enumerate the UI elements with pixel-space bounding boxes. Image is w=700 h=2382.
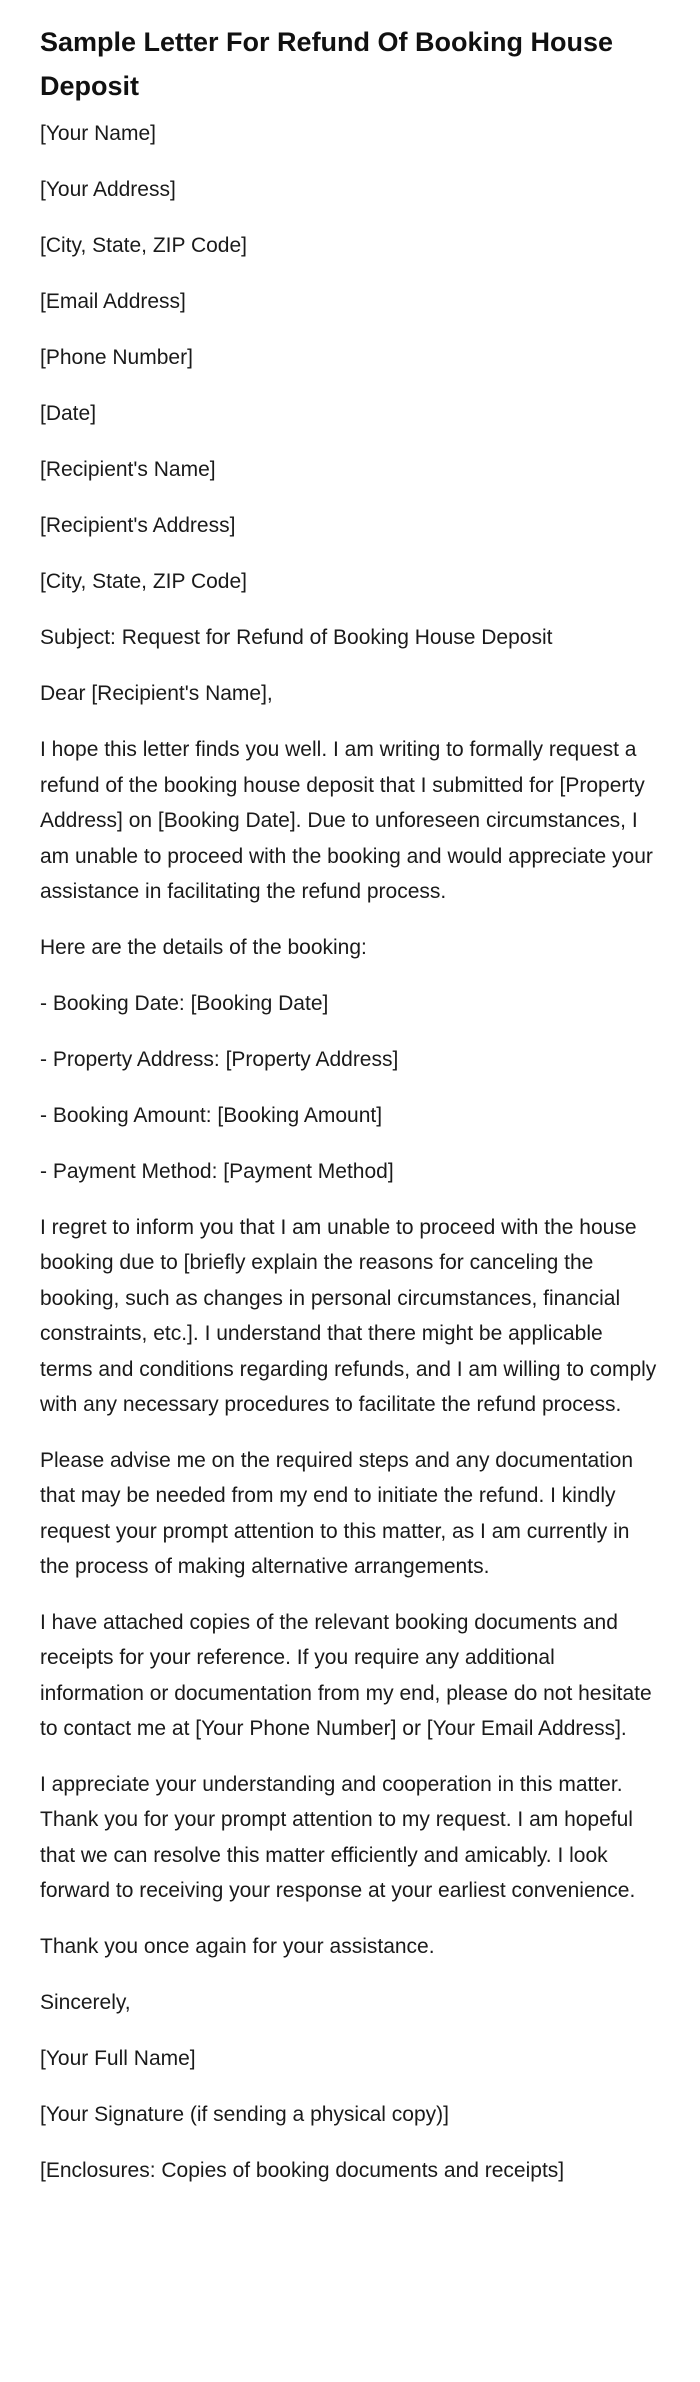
recipient-city-state-zip: [City, State, ZIP Code] (40, 570, 247, 593)
sender-address: [Your Address] (40, 178, 176, 201)
enclosures: [Enclosures: Copies of booking documents and receipts] (40, 2158, 565, 2182)
intro-paragraph: I hope this letter finds you well. I am writing to formally request a refund of the booking house deposit that I submitted for [Property Address] on [Booking Date]. Due to unforeseen circumstances, I am unable to proceed with the booking and would appreciate your assistance in facilitating the refund process. (40, 738, 653, 903)
body-paragraph-steps: Please advise me on the required steps and any documentation that may be needed from my end to initiate the refund. I kindly request your prompt attention to this matter, as I am currently in the process of making alternative arrangements. (40, 1448, 634, 1578)
signature-name: [Your Full Name] (40, 2046, 196, 2070)
sender-city-state-zip: [City, State, ZIP Code] (40, 234, 247, 257)
letter-subject: Subject: Request for Refund of Booking House Deposit (40, 626, 553, 649)
letter-title: Sample Letter For Refund Of Booking House Deposit (40, 27, 614, 101)
detail-booking-amount: - Booking Amount: [Booking Amount] (40, 1103, 383, 1127)
detail-booking-date: - Booking Date: [Booking Date] (40, 991, 329, 1015)
letter-date: [Date] (40, 402, 97, 425)
recipient-address: [Recipient's Address] (40, 514, 236, 537)
closing: Sincerely, (40, 1990, 131, 2014)
sender-email: [Email Address] (40, 290, 186, 313)
salutation: Dear [Recipient's Name], (40, 682, 273, 705)
detail-property-address: - Property Address: [Property Address] (40, 1047, 399, 1071)
body-paragraph-appreciation: I appreciate your understanding and cooperation in this matter. Thank you for your prompt attention to my request. I am hopeful that we can resolve this matter efficiently and amicably. I look forward to receiving your response at your earliest convenience. (40, 1772, 636, 1902)
recipient-name: [Recipient's Name] (40, 458, 216, 481)
sender-name: [Your Name] (40, 122, 156, 145)
body-paragraph-thanks: Thank you once again for your assistance. (40, 1934, 435, 1958)
sender-phone: [Phone Number] (40, 346, 193, 369)
details-heading: Here are the details of the booking: (40, 935, 367, 959)
body-paragraph-reasons: I regret to inform you that I am unable to proceed with the house booking due to [briefly explain the reasons for canceling the booking, such as changes in personal circumstances, financial constraints, etc.]. I understand that there might be applicable terms and conditions regarding refunds, and I am willing to comply with any necessary procedures to facilitate the refund process. (40, 1215, 657, 1416)
body-paragraph-attachments: I have attached copies of the relevant booking documents and receipts for your reference. If you require any additional information or documentation from my end, please do not hesitate to contact me at [Your Phone Number] or [Your Email Address]. (40, 1610, 652, 1740)
detail-payment-method: - Payment Method: [Payment Method] (40, 1159, 394, 1183)
signature-note: [Your Signature (if sending a physical copy)] (40, 2102, 449, 2126)
